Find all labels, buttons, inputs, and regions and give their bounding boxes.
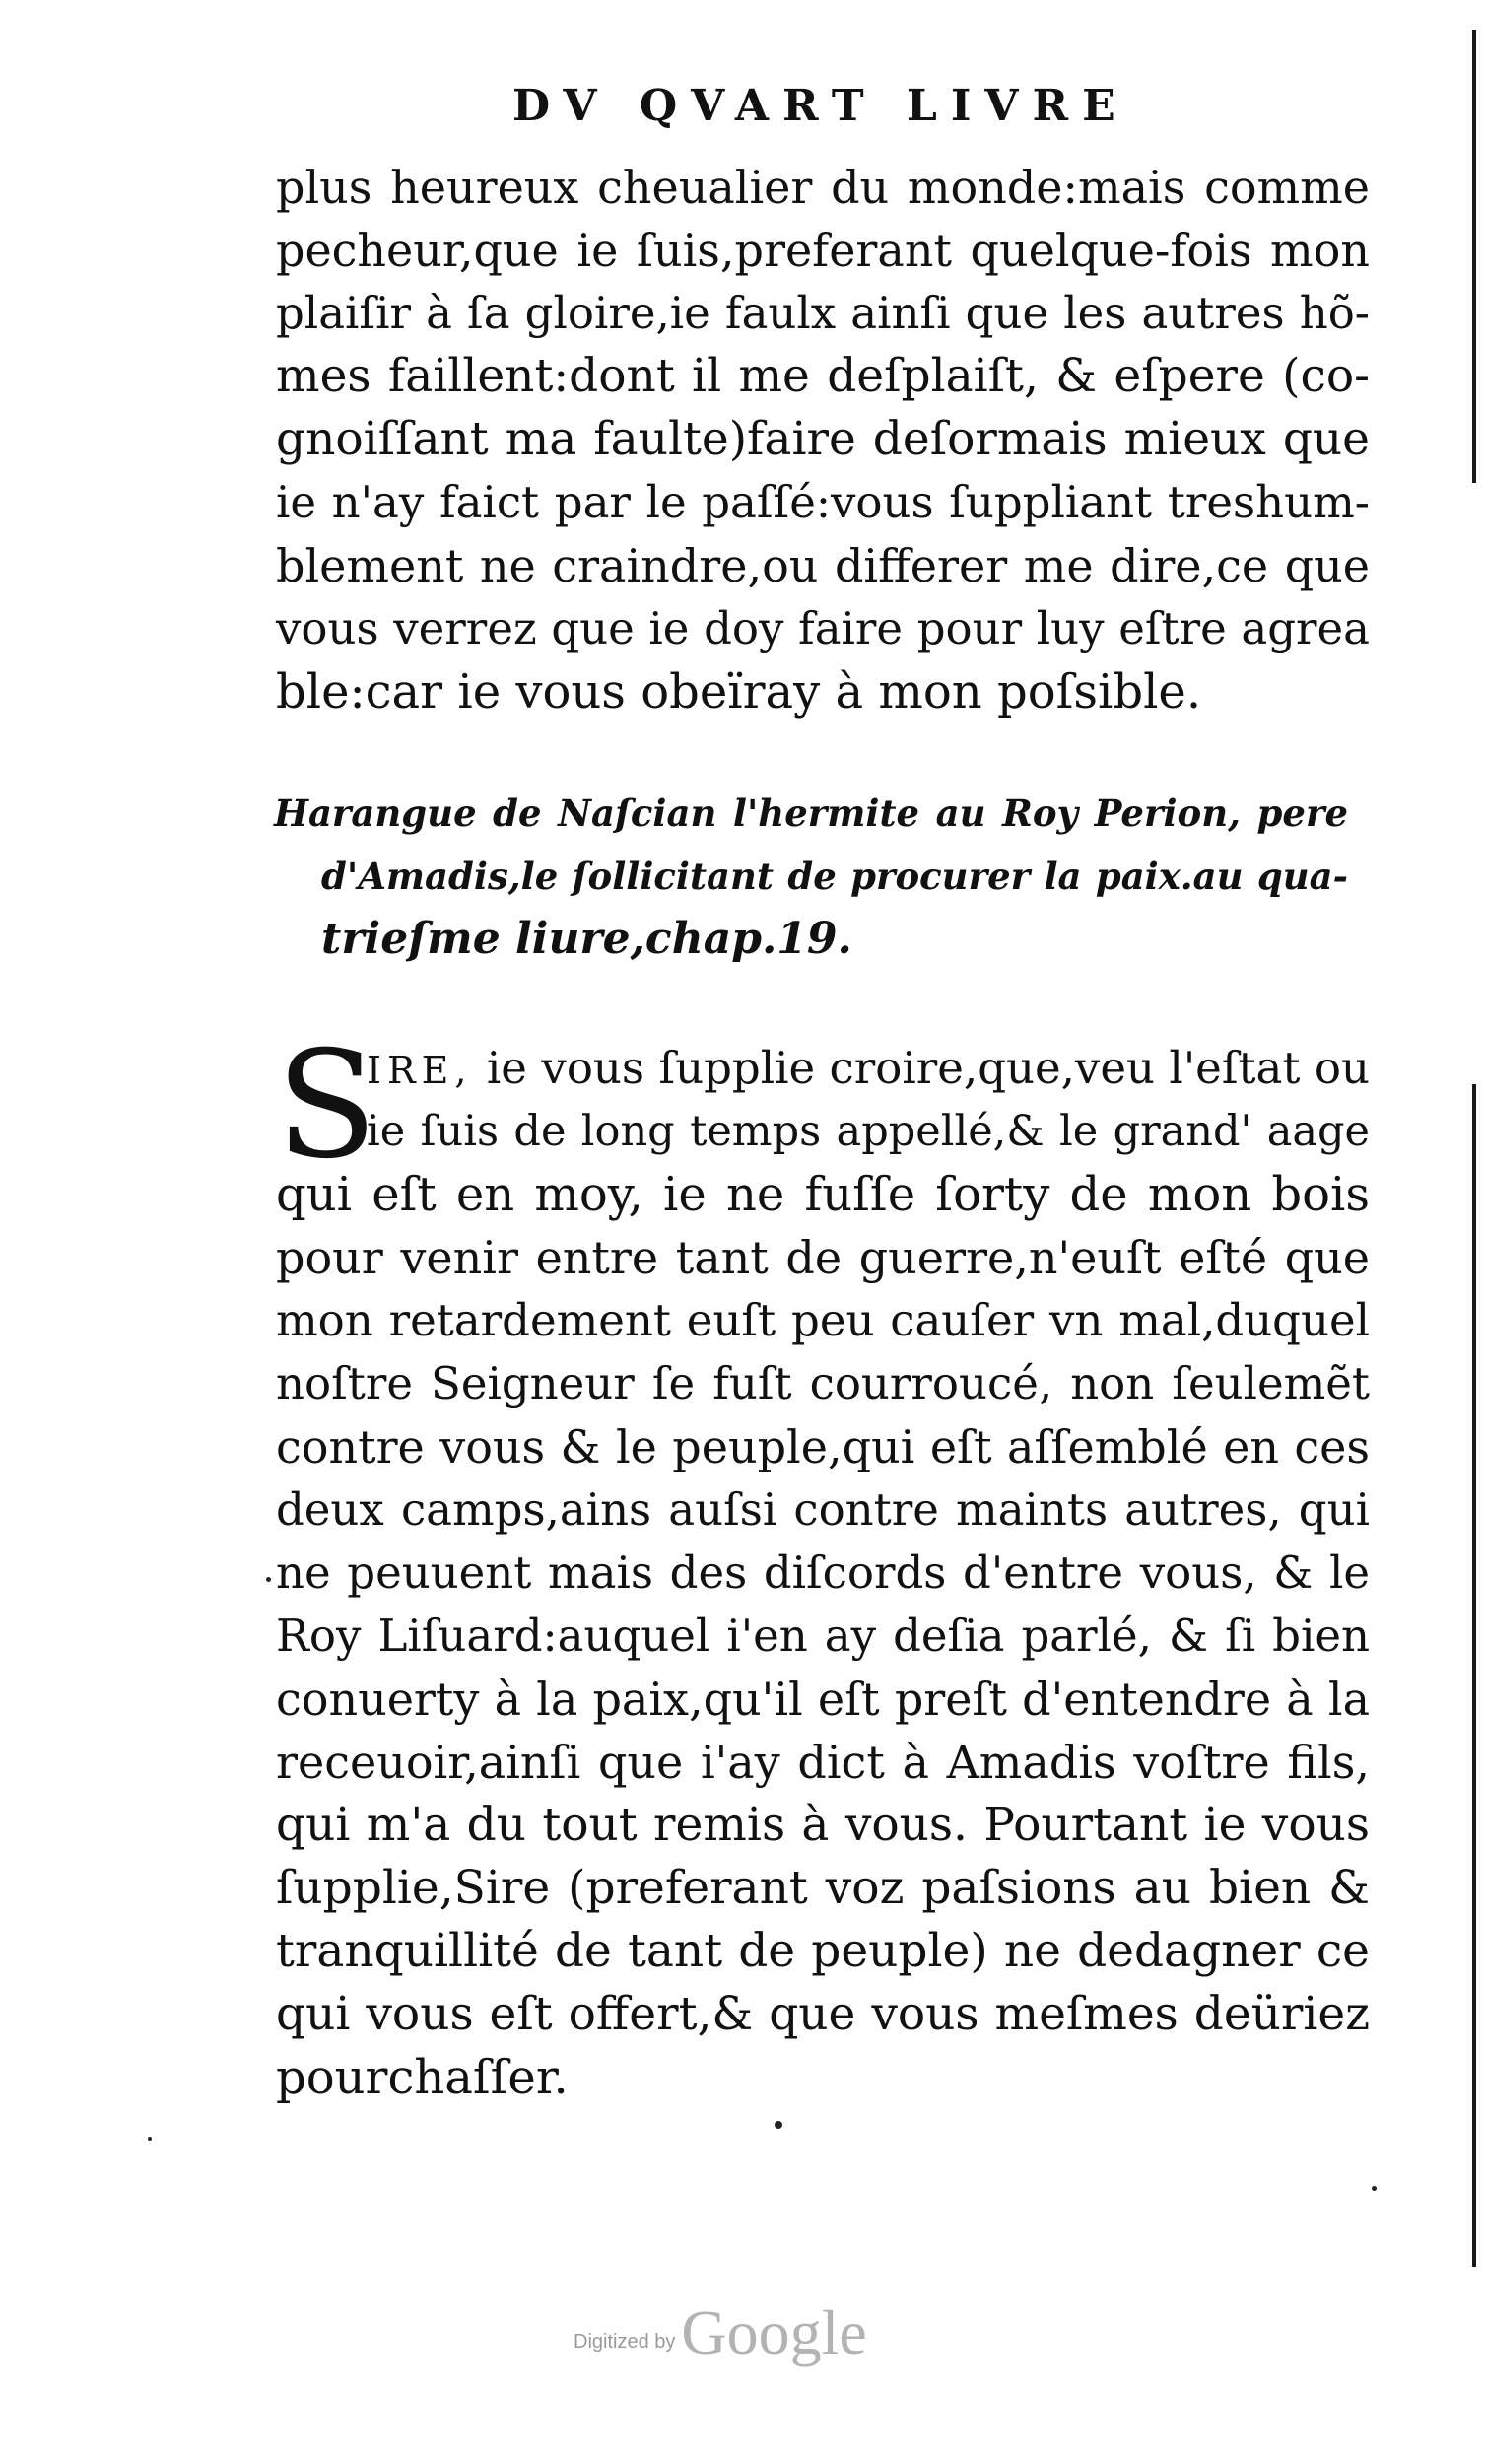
text-line: noſtre Seigneur ſe fuſt courroucé, non ſeulemẽt	[276, 1357, 1370, 1409]
text-line-first	[276, 1037, 1370, 1100]
text-line: Roy Liſuard:auquel i'en ay deſia parlé, & ſi bien	[276, 1609, 1370, 1662]
text-line: qui vous eſt offert,& que vous meſmes deüriez	[276, 1987, 1370, 2041]
text-line: ie n'ay faict par le paſſé:vous ſuppliant treshum-	[276, 476, 1370, 528]
paragraph-2	[276, 1020, 1370, 2109]
text-line: pecheur,que ie ſuis,preferant quelque-fois mon	[276, 224, 1370, 277]
small-caps-word: IRE,	[367, 1049, 473, 1092]
chapter-heading	[274, 782, 1348, 971]
text-line: vous verrez que ie doy faire pour luy eſtre agrea	[276, 602, 1370, 654]
heading-line: d'Amadis,le ſollicitant de procurer la paix.au qua-	[321, 855, 1348, 898]
text-line: ne peuuent mais des diſcords d'entre vous, & le	[276, 1546, 1370, 1599]
digitized-by-text: Digitized by	[574, 2331, 676, 2353]
text-line-rest: ie vous ſupplie croire,que,veu l'eſtat ou	[472, 1042, 1370, 1094]
text-line: mes faillent:dont il me deſplaiſt, & eſpere (co-	[276, 349, 1370, 403]
text-line: ſupplie,Sire (preferant voz paſsions au bien &	[276, 1861, 1370, 1915]
heading-line: Harangue de Naſcian l'hermite au Roy Perion, pere	[274, 791, 1348, 835]
text-line: mon retardement euſt peu cauſer vn mal,duquel	[276, 1294, 1370, 1346]
ink-speck	[266, 1577, 271, 1582]
ink-speck	[1372, 2186, 1377, 2191]
ink-speck	[775, 2121, 782, 2129]
drop-cap: S	[276, 1020, 377, 1192]
text-line: pourchaſſer.	[276, 2050, 569, 2105]
text-line: receuoir,ainſi que i'ay dict à Amadis voſtre fils,	[276, 1736, 1370, 1789]
text-line: ie ſuis de long temps appellé,& le grand' aage	[367, 1107, 1370, 1156]
google-logo: Google	[681, 2297, 867, 2367]
text-line: plaiſir à ſa gloire,ie faulx ainſi que les autres hõ-	[276, 287, 1370, 339]
text-line: plus heureux cheualier du monde:mais comme	[276, 161, 1370, 214]
text-line: deux camps,ains auſsi contre maints autres, qui	[276, 1483, 1370, 1536]
text-line: gnoiſſant ma faulte)faire deſormais mieux que	[276, 412, 1370, 466]
text-line: pour venir entre tant de guerre,n'euſt eſté que	[276, 1231, 1370, 1284]
page-edge-shadow	[1472, 1084, 1476, 2267]
text-line: qui eſt en moy, ie ne fuſſe ſorty de mon bois	[276, 1167, 1370, 1222]
text-line: qui m'a du tout remis à vous. Pourtant ie vous	[276, 1798, 1370, 1852]
paragraph-1	[276, 156, 1370, 723]
running-head: DV QVART LIVRE	[512, 81, 1129, 131]
text-line: blement ne craindre,ou differer me dire,ce que	[276, 539, 1370, 592]
text-line: contre vous & le peuple,qui eſt aſſemblé en ces	[276, 1420, 1370, 1473]
heading-line: trieſme liure,chap.19.	[321, 914, 852, 964]
page-edge-shadow	[1472, 30, 1476, 483]
digitization-watermark	[574, 2296, 867, 2369]
text-line: conuerty à la paix,qu'il eſt preſt d'entendre à la	[276, 1673, 1370, 1726]
text-line: tranquillité de tant de peuple) ne dedagner ce	[276, 1924, 1370, 1978]
ink-speck	[148, 2137, 152, 2141]
text-line: ble:car ie vous obeïray à mon poſsible.	[276, 664, 1202, 719]
